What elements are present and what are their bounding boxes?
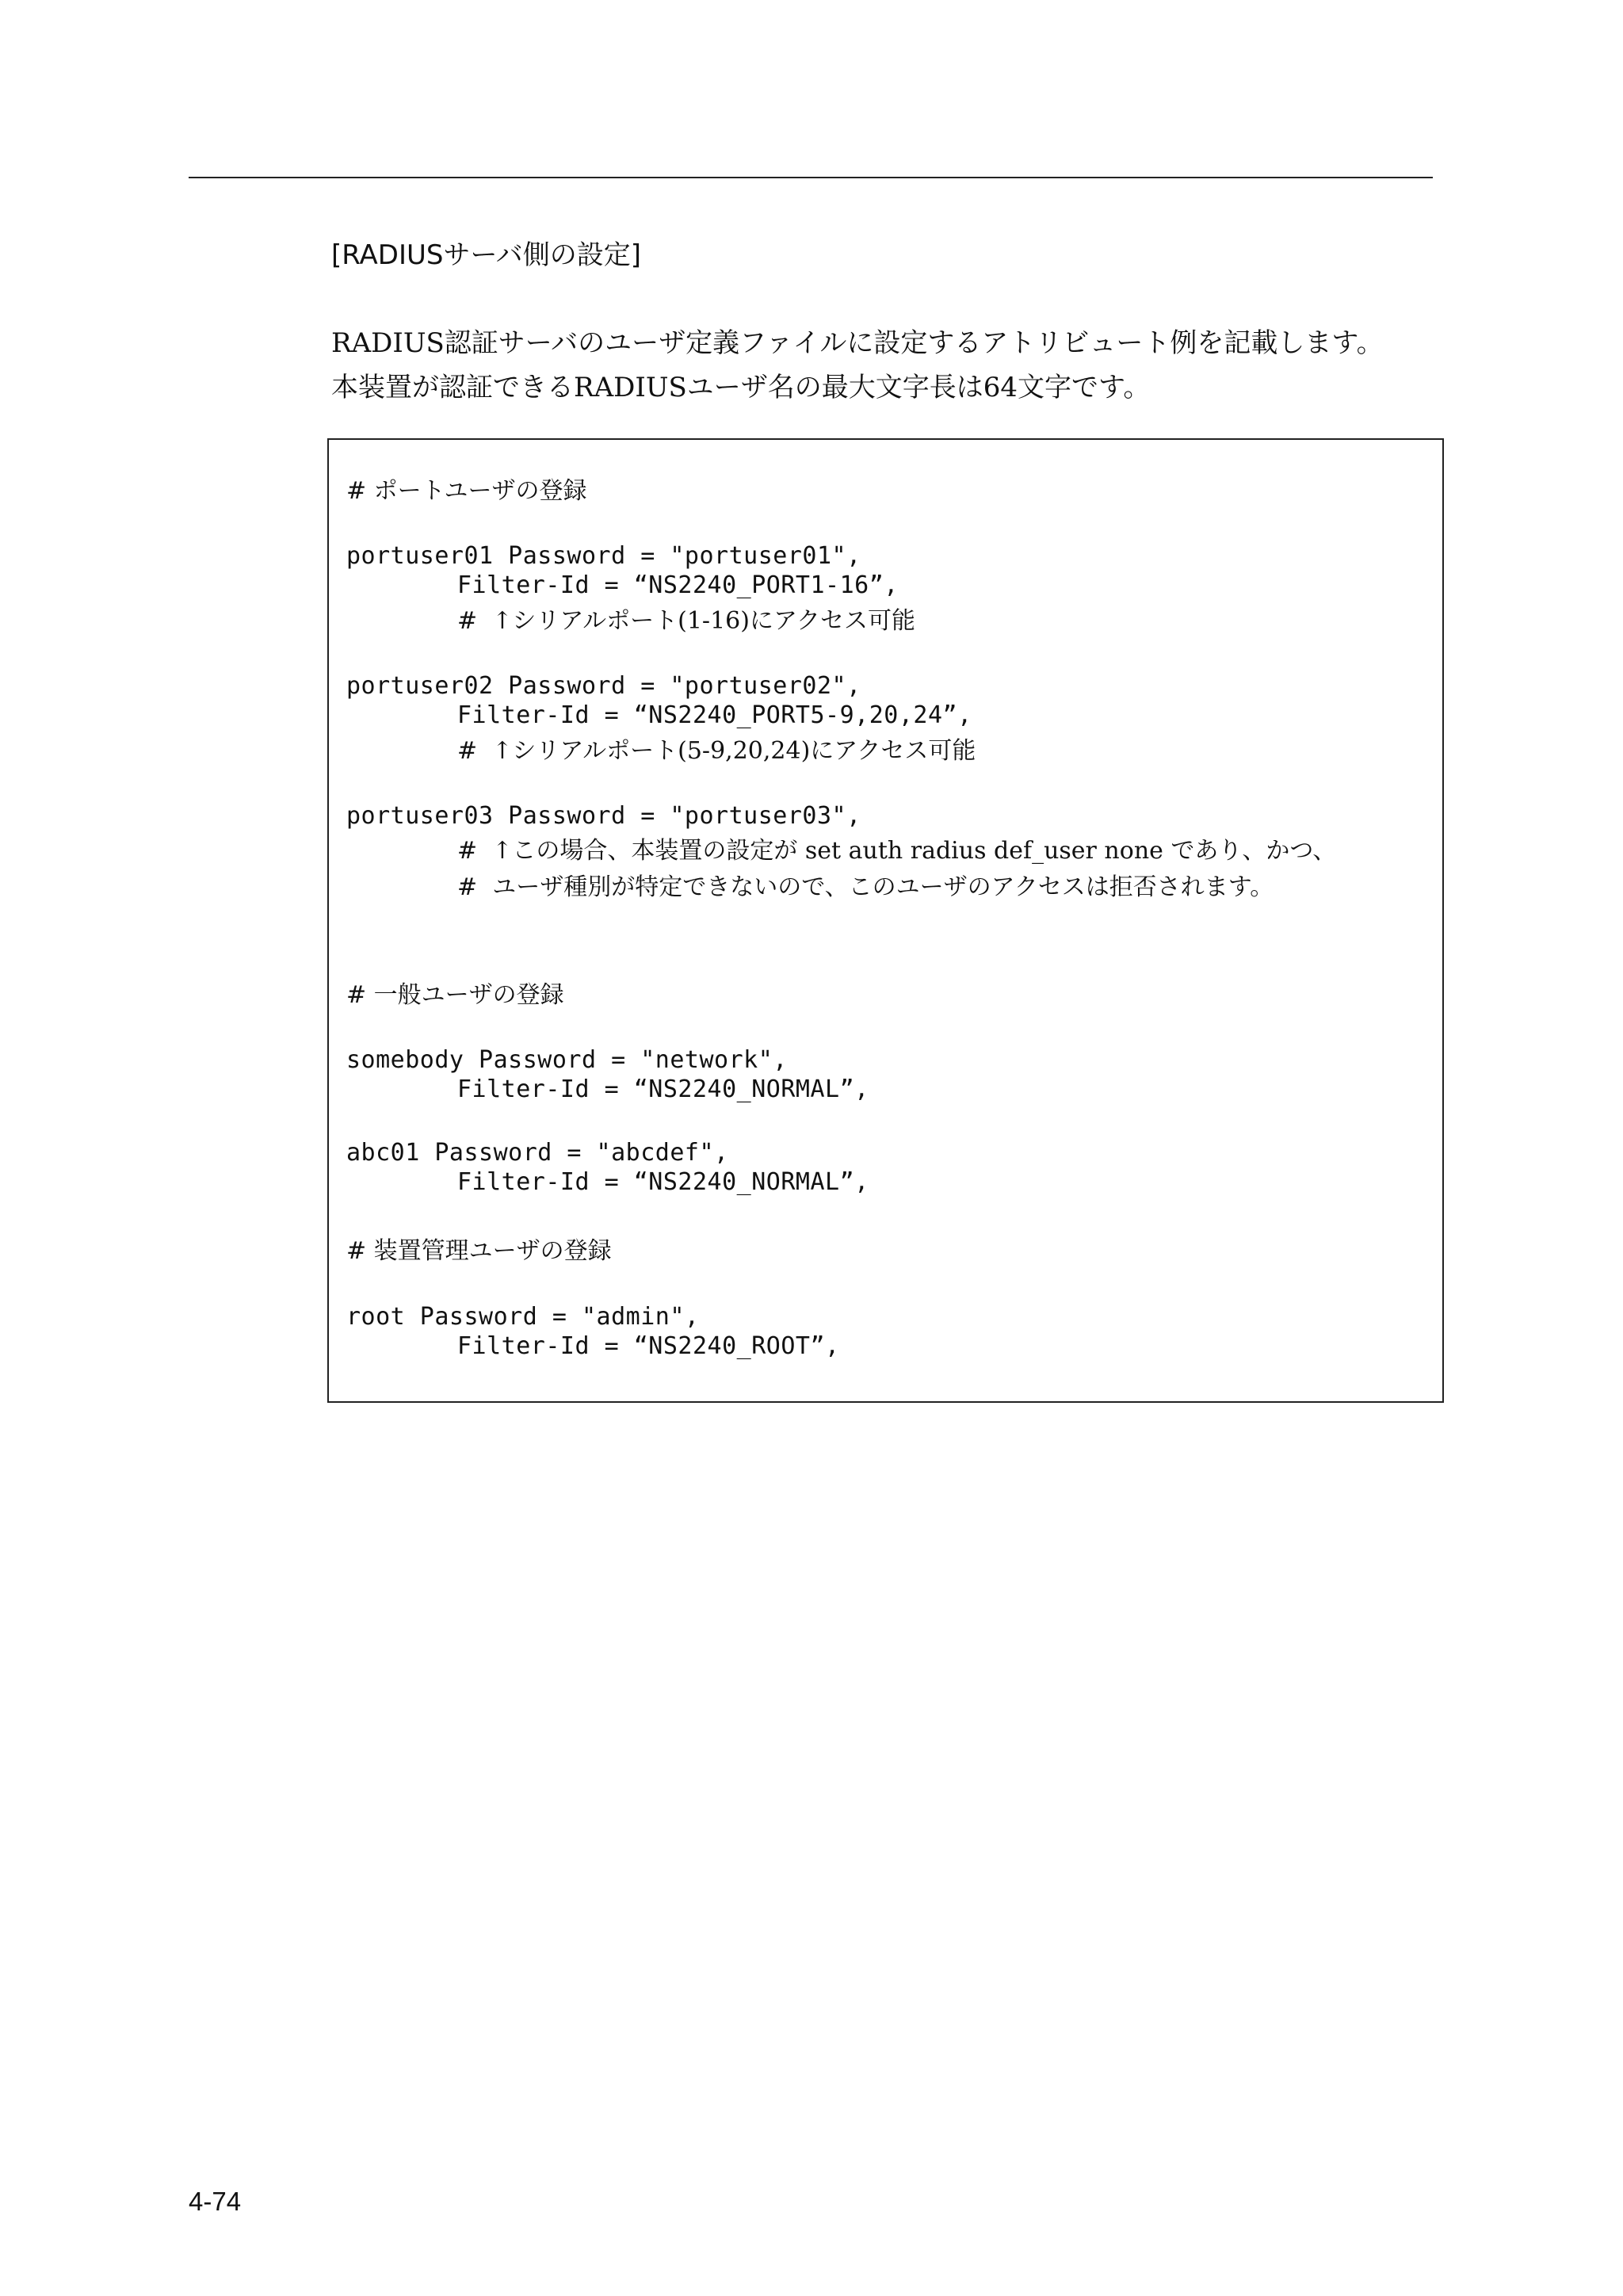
- general-user-comment: # 一般ユーザの登録: [346, 981, 564, 1009]
- abc01-filter: Filter-Id = “NS2240_NORMAL”,: [457, 1168, 869, 1196]
- intro-line: RADIUS認証サーバのユーザ定義ファイルに設定するアトリビュート例を記載します。: [331, 327, 1384, 359]
- root-entry: root Password = "admin",: [346, 1303, 700, 1331]
- intro-paragraph: [331, 321, 1457, 410]
- abc01-entry: abc01 Password = "abcdef",: [346, 1139, 729, 1167]
- admin-user-comment: # 装置管理ユーザの登録: [346, 1237, 612, 1265]
- section-heading: [RADIUSサーバ側の設定]: [331, 239, 642, 271]
- portuser02-entry: portuser02 Password = "portuser02",: [346, 672, 861, 700]
- intro-line: 本装置が認証できるRADIUSユーザ名の最大文字長は64文字です。: [331, 372, 1151, 403]
- portuser01-filter: Filter-Id = “NS2240_PORT1-16”,: [457, 571, 899, 599]
- portuser01-entry: portuser01 Password = "portuser01",: [346, 542, 861, 570]
- portuser02-note: # ↑シリアルポート(5-9,20,24)にアクセス可能: [457, 737, 976, 765]
- portuser02-filter: Filter-Id = “NS2240_PORT5-9,20,24”,: [457, 701, 972, 729]
- page-number: 4-74: [189, 2187, 242, 2216]
- config-example-box: [327, 438, 1444, 1403]
- somebody-filter: Filter-Id = “NS2240_NORMAL”,: [457, 1075, 869, 1103]
- root-filter: Filter-Id = “NS2240_ROOT”,: [457, 1332, 840, 1360]
- somebody-entry: somebody Password = "network",: [346, 1046, 788, 1074]
- header-rule: [189, 177, 1433, 178]
- portuser03-note: # ↑この場合、本装置の設定が set auth radius def_user none であり、かつ、: [457, 837, 1337, 865]
- portuser03-note: # ユーザ種別が特定できないので、このユーザのアクセスは拒否されます。: [457, 873, 1274, 901]
- portuser01-note: # ↑シリアルポート(1-16)にアクセス可能: [457, 607, 916, 635]
- port-user-comment: # ポートユーザの登録: [346, 477, 587, 505]
- portuser03-entry: portuser03 Password = "portuser03",: [346, 802, 861, 830]
